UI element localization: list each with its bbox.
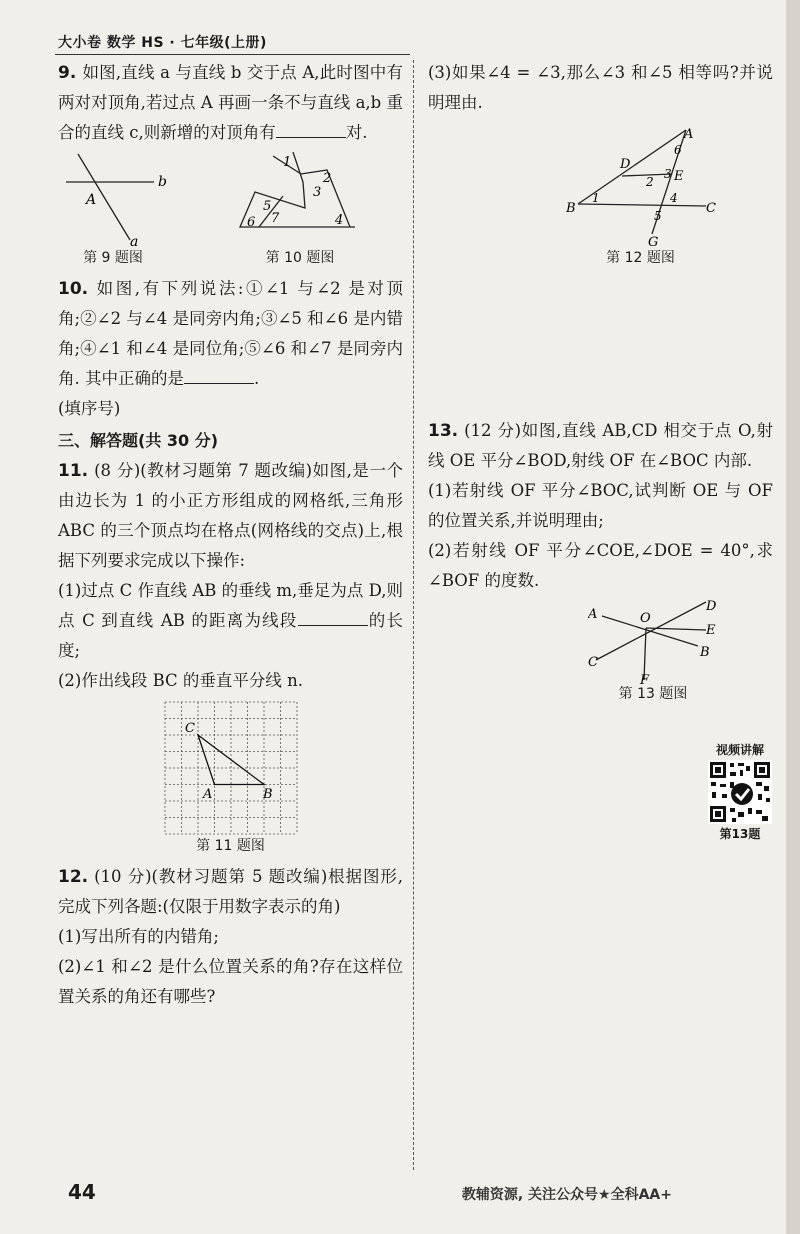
figure-12 xyxy=(508,124,773,268)
q12-number: 12. xyxy=(58,867,89,887)
fig12-label-B: B xyxy=(565,201,576,216)
question-10 xyxy=(58,274,403,424)
fig12-label-C: C xyxy=(705,201,716,216)
q10-note: (填序号) xyxy=(58,399,121,418)
figure-10 xyxy=(235,152,365,268)
figure-13 xyxy=(588,600,718,704)
figure-12-caption: 第 12 题图 xyxy=(606,250,675,266)
qr-code-icon[interactable] xyxy=(708,760,772,824)
q9-text: 如图,直线 a 与直线 b 交于点 A,此时图中有两对对顶角,若过点 A 再画一条不与直线 a,b 重合的直线 c,则新增的对顶角有 xyxy=(58,63,403,142)
fig11-label-C: C xyxy=(184,721,195,736)
footer-note: 教辅资源, 关注公众号★全科AA+ xyxy=(461,1187,672,1203)
q12-part2: (2)∠1 和∠2 是什么位置关系的角?存在这样位置关系的角还有哪些? xyxy=(58,957,403,1006)
fig9-label-a: a xyxy=(130,234,139,248)
q12-text: (10 分)(教材习题第 5 题改编)根据图形,完成下列各题:(仅限于用数字表示的角) xyxy=(58,867,403,916)
figure-11 xyxy=(58,700,403,856)
fig10-label-4: 4 xyxy=(335,213,344,228)
figure-11-grid xyxy=(163,700,299,836)
fig12-label-D: D xyxy=(619,157,630,172)
page-header: 大小卷 数学 HS · 七年级(上册) xyxy=(58,35,267,51)
question-13 xyxy=(428,416,773,596)
fig12-label-4: 4 xyxy=(669,191,678,205)
figure-11-caption: 第 11 题图 xyxy=(196,838,265,854)
fig13-label-O: O xyxy=(640,611,651,626)
q11-text: (8 分)(教材习题第 7 题改编)如图,是一个由边长为 1 的小正方形组成的网格纸,三角形 ABC 的三个顶点均在格点(网格线的交点)上,根据下列要求完成以下操作: xyxy=(58,461,403,570)
fig10-label-5: 5 xyxy=(263,199,272,214)
fig13-label-C: C xyxy=(588,655,598,670)
q13-part1: (1)若射线 OF 平分∠BOC,试判断 OE 与 OF 的位置关系,并说明理由; xyxy=(428,481,773,530)
right-column xyxy=(428,58,773,704)
q10-answer-blank[interactable] xyxy=(184,365,254,384)
q10-tail: . xyxy=(254,369,260,388)
q9-number: 9. xyxy=(58,63,77,83)
figure-10-caption: 第 10 题图 xyxy=(265,250,335,266)
fig10-label-7: 7 xyxy=(271,211,280,226)
fig12-label-1: 1 xyxy=(591,191,600,205)
header-rule xyxy=(55,54,410,55)
fig12-label-G: G xyxy=(647,235,658,248)
q11-part2: (2)作出线段 BC 的垂直平分线 n. xyxy=(58,671,304,690)
fig11-label-A: A xyxy=(202,787,212,802)
fig10-label-3: 3 xyxy=(313,185,322,200)
figure-13-diagram xyxy=(588,600,718,684)
q12-part3: (3)如果∠4 = ∠3,那么∠3 和∠5 相等吗?并说明理由. xyxy=(428,63,773,112)
question-11 xyxy=(58,456,403,856)
figure-13-caption: 第 13 题图 xyxy=(618,686,688,702)
q11-part1b: 的长度; xyxy=(58,611,403,660)
question-12 xyxy=(58,862,403,1012)
fig10-label-1: 1 xyxy=(283,155,292,170)
question-9 xyxy=(58,58,403,148)
fig9-label-A: A xyxy=(86,192,97,208)
figure-9 xyxy=(58,152,168,268)
fig12-label-E: E xyxy=(673,169,683,184)
q9-tail: 对. xyxy=(345,123,368,142)
q12-part1: (1)写出所有的内错角; xyxy=(58,927,219,946)
fig13-label-F: F xyxy=(640,673,650,684)
qr-block xyxy=(700,742,780,842)
fig10-label-2: 2 xyxy=(323,171,332,186)
page-number: 44 xyxy=(68,1180,96,1204)
figure-10-diagram xyxy=(235,152,365,248)
q11-answer-blank[interactable] xyxy=(298,607,368,626)
video-label: 视频讲解 xyxy=(715,743,764,757)
column-divider xyxy=(413,60,414,1170)
qr-caption: 第13题 xyxy=(719,827,761,841)
q11-number: 11. xyxy=(58,461,89,481)
q10-number: 10. xyxy=(58,279,89,299)
q9-answer-blank[interactable] xyxy=(276,119,346,138)
fig13-label-D: D xyxy=(706,600,717,614)
fig13-label-B: B xyxy=(700,645,710,660)
figure-9-caption: 第 9 题图 xyxy=(83,250,143,266)
q10-text: 如图,有下列说法:①∠1 与∠2 是对顶角;②∠2 与∠4 是同旁内角;③∠5 和∠6 是内错角;④∠1 和∠4 是同位角;⑤∠6 和∠7 是同旁内角. 其中正确的是 xyxy=(58,279,403,388)
fig12-label-2: 2 xyxy=(645,175,654,189)
fig12-label-3: 3 xyxy=(663,167,672,181)
q13-number: 13. xyxy=(428,421,459,441)
fig11-label-B: B xyxy=(262,787,273,802)
figure-9-diagram xyxy=(58,152,168,248)
fig13-label-E: E xyxy=(706,623,716,638)
q11-part1a: (1)过点 C 作直线 AB 的垂线 m,垂足为点 D,则点 C 到直线 AB 的距离为线段 xyxy=(58,581,403,630)
section-3-title: 三、解答题(共 30 分) xyxy=(58,431,219,450)
fig9-label-b: b xyxy=(158,174,167,190)
q13-text: (12 分)如图,直线 AB,CD 相交于点 O,射线 OE 平分∠BOD,射线 OF 在∠BOC 内部. xyxy=(428,421,773,470)
fig12-label-A: A xyxy=(683,127,693,142)
figure-12-diagram xyxy=(566,124,716,248)
fig13-label-A: A xyxy=(588,607,598,622)
q13-part2: (2)若射线 OF 平分∠COE,∠DOE = 40°,求∠BOF 的度数. xyxy=(428,541,773,590)
page-edge xyxy=(786,0,800,1234)
fig12-label-6: 6 xyxy=(673,143,682,157)
fig12-label-5: 5 xyxy=(653,209,662,223)
fig10-label-6: 6 xyxy=(247,215,256,230)
left-column xyxy=(58,58,403,1012)
figures-9-10 xyxy=(58,152,403,268)
